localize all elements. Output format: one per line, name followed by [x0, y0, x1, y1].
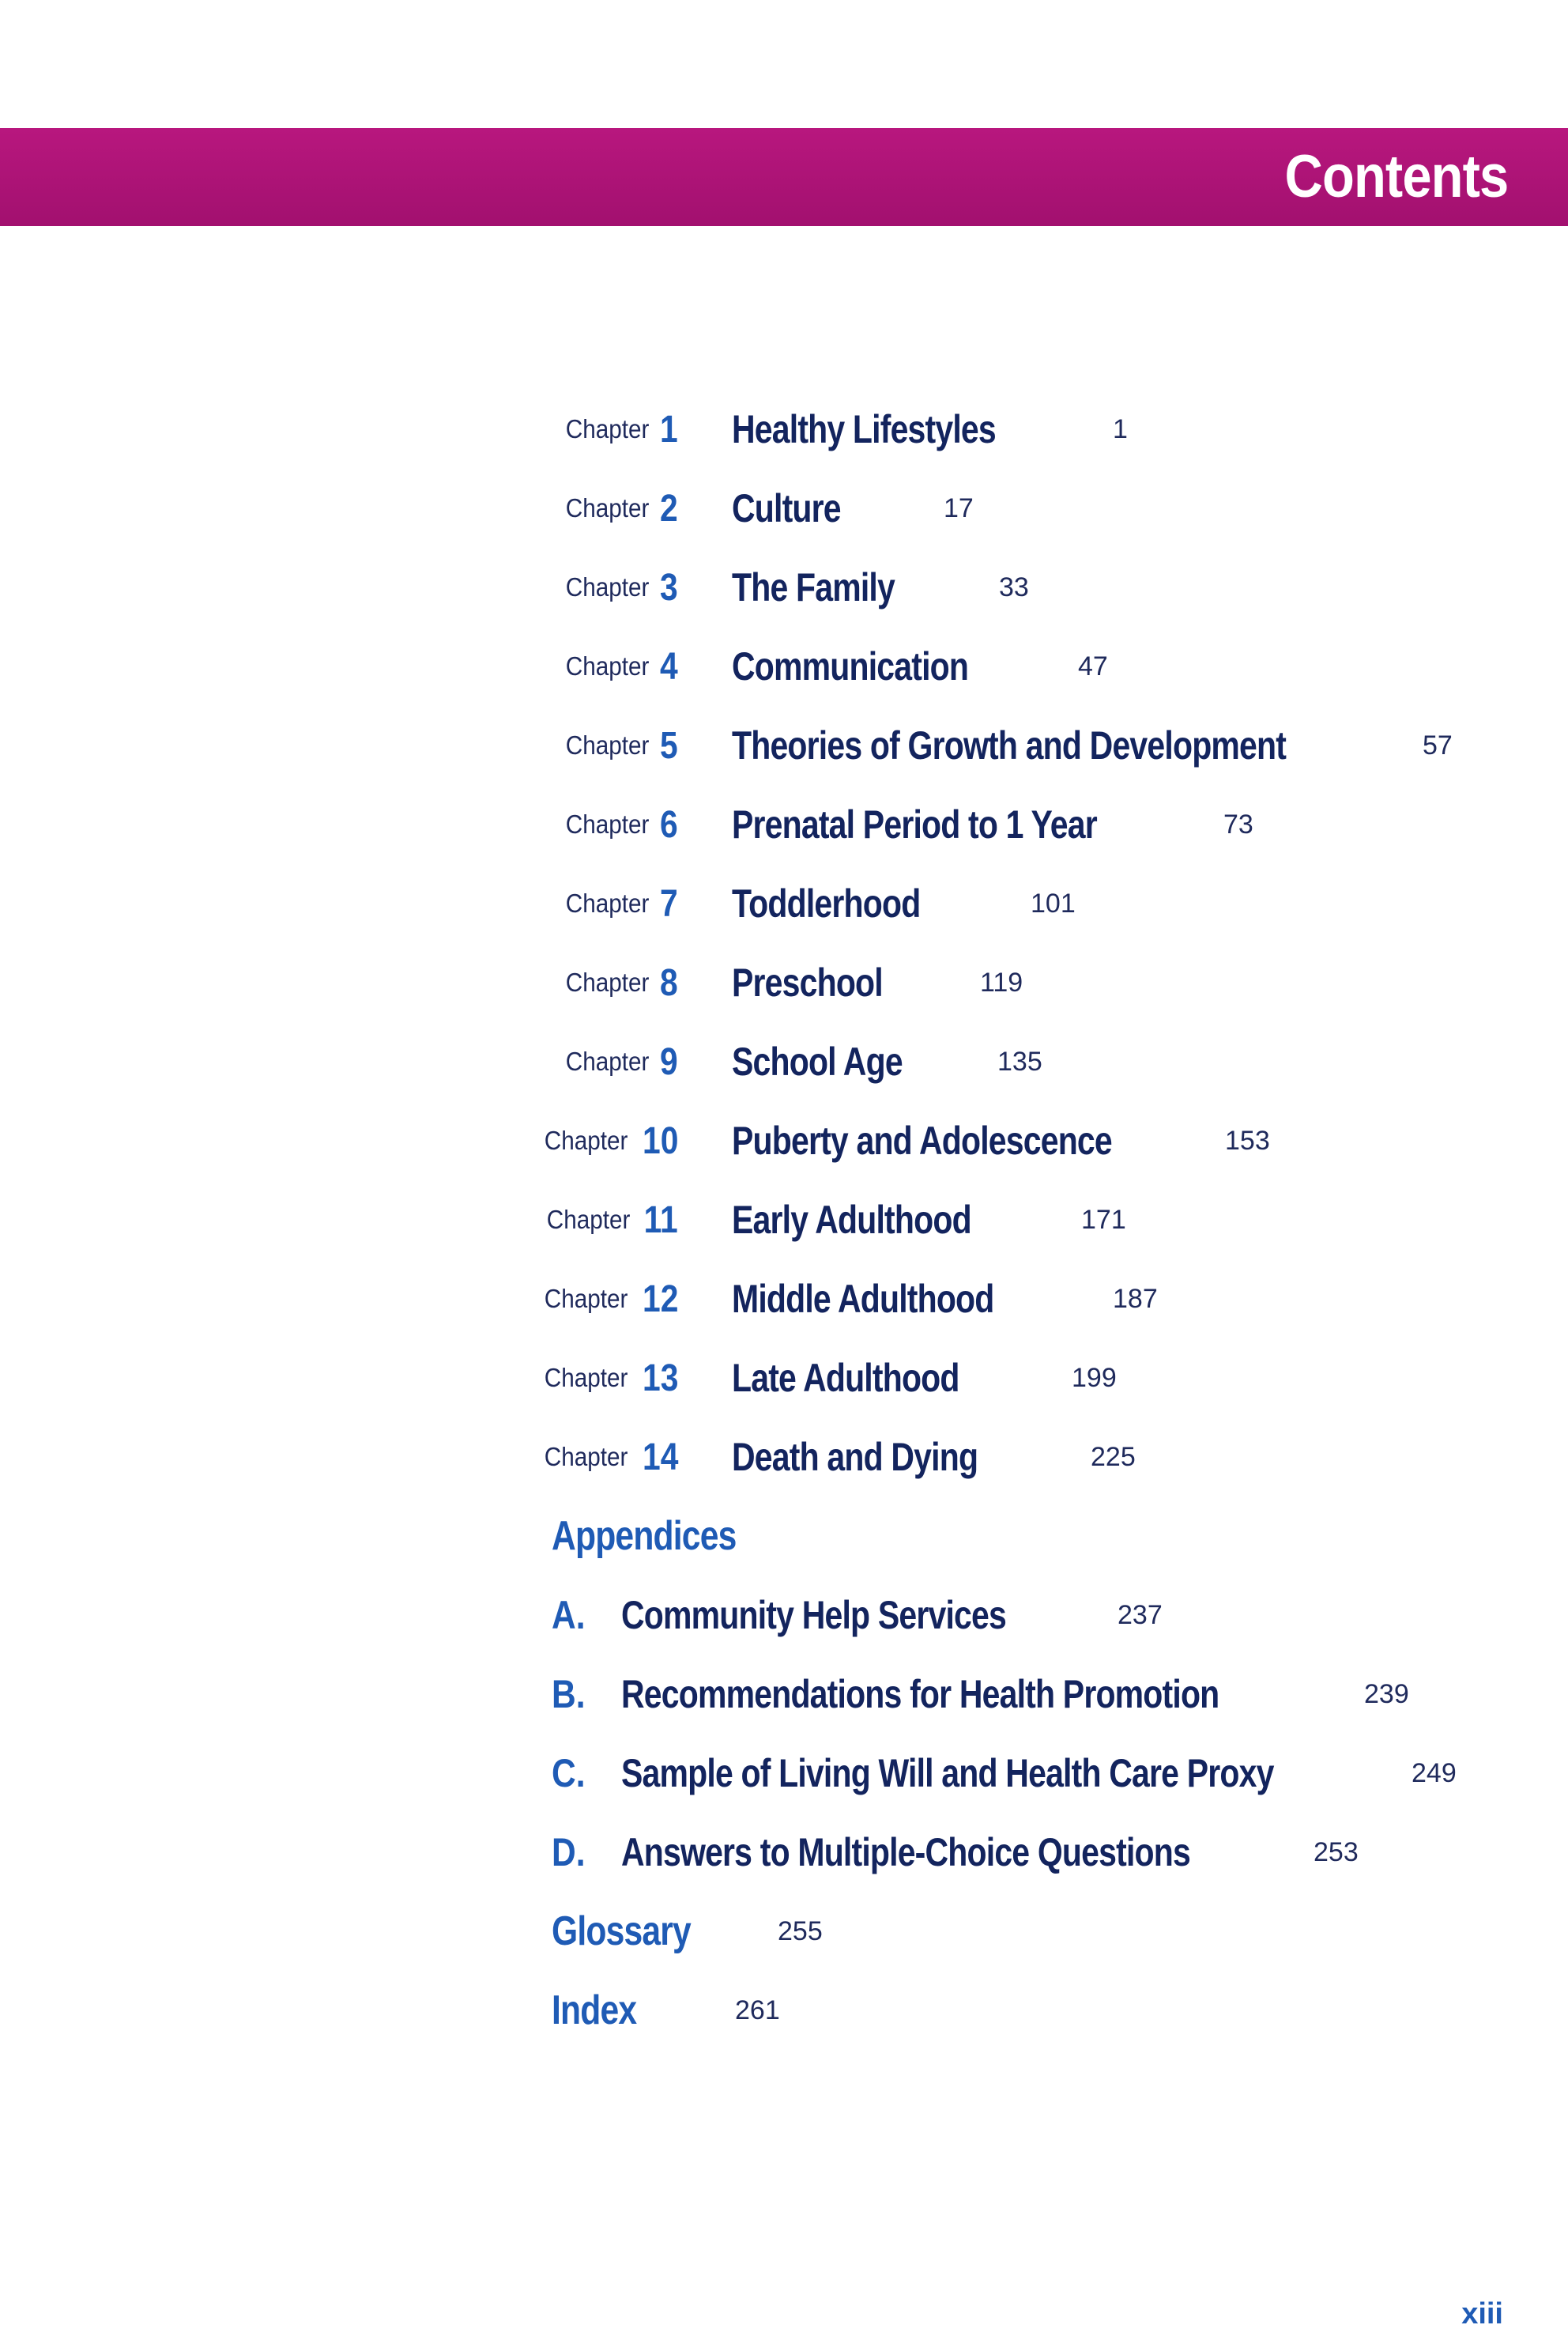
toc-row-chapter-7[interactable]	[0, 864, 1568, 943]
chapter-number: 4	[660, 645, 678, 688]
chapter-number: 11	[643, 1198, 678, 1241]
page-number: 119	[980, 967, 1023, 998]
page-number: 57	[1423, 730, 1453, 760]
chapter-label	[556, 864, 678, 943]
chapter-label	[556, 943, 678, 1022]
chapter-title: Late Adulthood	[732, 1356, 959, 1400]
chapter-number: 1	[660, 408, 678, 451]
page-number: 101	[1031, 888, 1076, 919]
chapter-title-link[interactable]	[732, 1022, 940, 1101]
appendix-title-link[interactable]	[621, 1655, 1350, 1734]
page-title: Contents	[1284, 143, 1508, 210]
page-number: 249	[1412, 1757, 1457, 1788]
appendix-title: Answers to Multiple-Choice Questions	[621, 1830, 1190, 1874]
page-number: 153	[1225, 1125, 1270, 1156]
chapter-word: Chapter	[565, 572, 650, 602]
page-number: 1	[1113, 413, 1128, 444]
chapter-title: Communication	[732, 644, 969, 689]
toc-row-chapter-12[interactable]	[0, 1259, 1568, 1338]
toc-row-appendix-b[interactable]	[0, 1655, 1568, 1734]
folio-page-number: xiii	[1461, 2297, 1503, 2331]
chapter-title-link[interactable]	[732, 785, 1177, 864]
chapter-label	[535, 1259, 678, 1338]
chapter-word: Chapter	[546, 1205, 631, 1234]
chapter-label	[556, 1022, 678, 1101]
toc-row-chapter-9[interactable]	[0, 1022, 1568, 1101]
appendix-title-link[interactable]	[621, 1813, 1315, 1892]
page-number: 187	[1113, 1283, 1158, 1314]
toc-row-chapter-13[interactable]	[0, 1338, 1568, 1417]
chapter-number: 3	[660, 566, 678, 609]
chapter-word: Chapter	[565, 730, 650, 760]
chapter-title: Preschool	[732, 961, 883, 1005]
chapter-title: The Family	[732, 565, 895, 610]
chapter-title: Prenatal Period to 1 Year	[732, 802, 1097, 847]
page-number: 47	[1078, 651, 1108, 681]
appendix-letter-text: A.	[552, 1593, 586, 1637]
chapter-title-link[interactable]	[732, 1338, 1009, 1417]
toc-row-glossary[interactable]	[0, 1892, 1568, 1971]
appendix-title-link[interactable]	[621, 1734, 1417, 1813]
toc-row-chapter-1[interactable]	[0, 390, 1568, 469]
chapter-number: 12	[642, 1278, 678, 1320]
toc-row-appendix-d[interactable]	[0, 1813, 1568, 1892]
chapter-title-link[interactable]	[732, 390, 1054, 469]
page-number: 255	[778, 1915, 823, 1946]
toc-row-chapter-3[interactable]	[0, 548, 1568, 627]
page-number: 199	[1072, 1362, 1117, 1393]
toc-row-chapter-5[interactable]	[0, 706, 1568, 785]
toc-row-appendix-c[interactable]	[0, 1734, 1568, 1813]
glossary-heading	[552, 1892, 722, 1971]
chapter-title-link[interactable]	[732, 1259, 1051, 1338]
appendix-title: Recommendations for Health Promotion	[621, 1672, 1219, 1716]
chapter-title: School Age	[732, 1040, 903, 1084]
chapter-word: Chapter	[565, 414, 650, 443]
chapter-label	[556, 548, 678, 627]
toc-row-chapter-4[interactable]	[0, 627, 1568, 706]
appendix-letter	[552, 1813, 591, 1892]
chapter-title-link[interactable]	[732, 1180, 1023, 1259]
toc-row-chapter-2[interactable]	[0, 469, 1568, 548]
chapter-label	[535, 1101, 678, 1180]
chapter-title-link[interactable]	[732, 469, 865, 548]
chapter-label	[535, 1338, 678, 1417]
chapter-number: 8	[660, 961, 678, 1004]
chapter-word: Chapter	[544, 1284, 628, 1313]
toc-row-index[interactable]	[0, 1971, 1568, 2050]
chapter-label	[556, 785, 678, 864]
chapter-word: Chapter	[565, 651, 650, 681]
toc-row-chapter-10[interactable]	[0, 1101, 1568, 1180]
page-number: 253	[1314, 1836, 1359, 1867]
chapter-title: Middle Adulthood	[732, 1277, 994, 1321]
chapter-title-link[interactable]	[732, 1417, 1031, 1496]
appendix-title: Community Help Services	[621, 1593, 1006, 1637]
chapter-label	[535, 1417, 678, 1496]
page-number: 225	[1091, 1441, 1136, 1472]
chapter-title: Healthy Lifestyles	[732, 407, 996, 451]
chapter-word: Chapter	[565, 968, 650, 997]
toc-row-chapter-11[interactable]	[0, 1180, 1568, 1259]
toc-row-appendix-a[interactable]	[0, 1576, 1568, 1655]
toc-row-chapter-14[interactable]	[0, 1417, 1568, 1496]
page-number: 33	[999, 572, 1029, 602]
page-number: 261	[735, 1995, 780, 2025]
chapter-title: Early Adulthood	[732, 1198, 971, 1242]
page-number: 237	[1118, 1599, 1163, 1630]
chapter-number: 7	[660, 882, 678, 925]
page-number: 73	[1223, 809, 1253, 840]
chapter-title-link[interactable]	[732, 548, 930, 627]
appendix-title: Sample of Living Will and Health Care Proxy	[621, 1751, 1274, 1795]
chapter-word: Chapter	[565, 493, 650, 523]
appendix-letter	[552, 1655, 591, 1734]
chapter-title: Theories of Growth and Development	[732, 723, 1287, 768]
chapter-label	[556, 390, 678, 469]
appendices-heading[interactable]	[552, 1496, 777, 1576]
chapter-title: Puberty and Adolescence	[732, 1119, 1112, 1163]
page-number: 239	[1364, 1678, 1409, 1709]
chapter-number: 5	[660, 724, 678, 767]
appendix-letter	[552, 1576, 591, 1655]
page-number: 17	[944, 493, 974, 523]
chapter-title: Culture	[732, 486, 841, 530]
chapter-title-link[interactable]	[732, 627, 1020, 706]
appendix-letter-text: D.	[552, 1830, 586, 1874]
page-number: 171	[1081, 1204, 1126, 1235]
chapter-number: 10	[642, 1119, 678, 1162]
chapter-number: 14	[642, 1436, 678, 1478]
chapter-title: Death and Dying	[732, 1435, 978, 1479]
chapter-label	[556, 469, 678, 548]
chapter-word: Chapter	[544, 1363, 628, 1392]
chapter-word: Chapter	[565, 810, 650, 839]
appendix-letter	[552, 1734, 591, 1813]
chapter-title-link[interactable]	[732, 864, 962, 943]
page-number: 135	[997, 1046, 1042, 1077]
chapter-number: 9	[660, 1040, 678, 1083]
chapter-word: Chapter	[565, 1047, 650, 1076]
toc-row-chapter-8[interactable]	[0, 943, 1568, 1022]
chapter-label	[556, 627, 678, 706]
chapter-word: Chapter	[544, 1442, 628, 1471]
glossary-heading-label: Glossary	[552, 1908, 691, 1954]
index-heading	[552, 1971, 655, 2050]
appendices-heading-label: Appendices	[552, 1513, 737, 1559]
chapter-number: 13	[642, 1357, 678, 1399]
chapter-title-link[interactable]	[732, 706, 1408, 785]
chapter-number: 6	[660, 803, 678, 846]
appendix-title-link[interactable]	[621, 1576, 1091, 1655]
appendix-letter-text: B.	[552, 1672, 586, 1716]
toc-row-chapter-6[interactable]	[0, 785, 1568, 864]
chapter-word: Chapter	[565, 889, 650, 918]
chapter-word: Chapter	[544, 1126, 628, 1155]
chapter-title-link[interactable]	[732, 943, 916, 1022]
chapter-title-link[interactable]	[732, 1101, 1195, 1180]
appendix-letter-text: C.	[552, 1751, 586, 1795]
index-heading-label: Index	[552, 1987, 637, 2033]
chapter-number: 2	[660, 487, 678, 530]
chapter-label	[556, 706, 678, 785]
chapter-label	[537, 1180, 678, 1259]
chapter-title: Toddlerhood	[732, 881, 921, 926]
